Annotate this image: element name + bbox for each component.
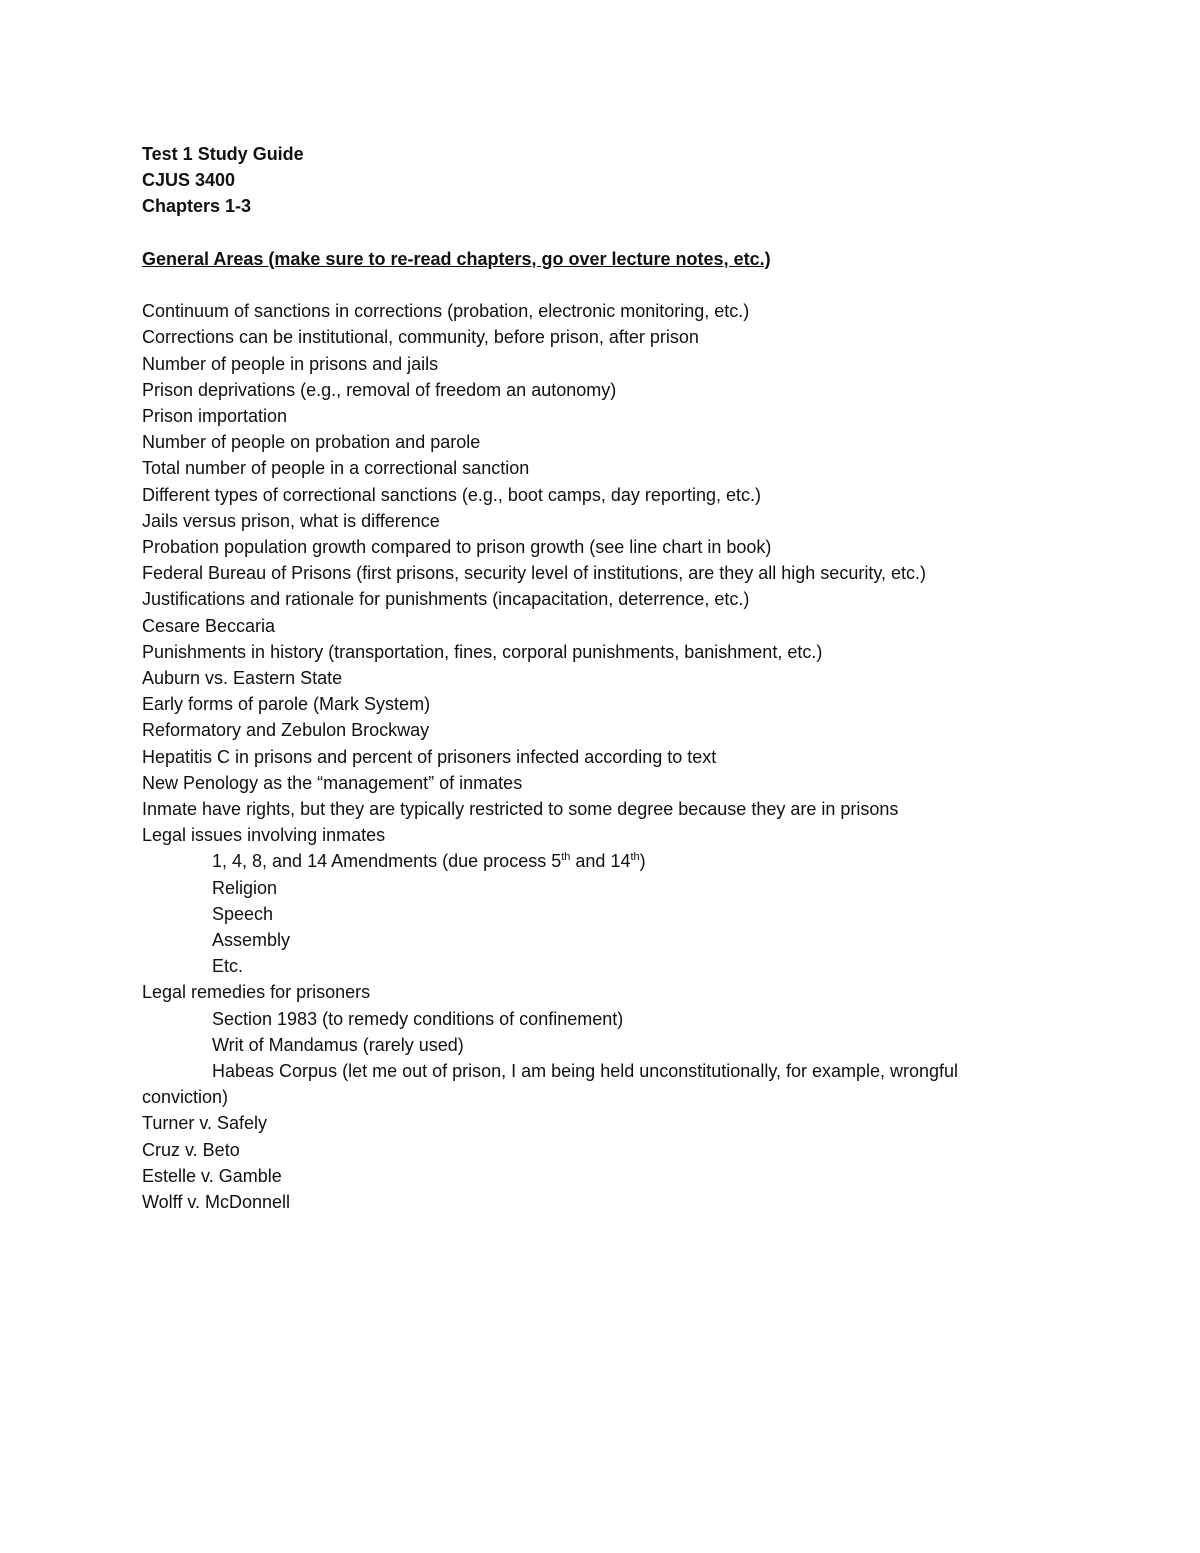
amendments-text: and 14: [570, 851, 631, 872]
legal-issue-subitem: Speech: [212, 903, 274, 924]
topic-item: Number of people in prisons and jails: [142, 353, 439, 374]
blank-line: [142, 220, 1042, 246]
topic-item: Total number of people in a correctional sanction: [142, 458, 530, 479]
study-guide-body: [142, 141, 1042, 1215]
topic-item: Auburn vs. Eastern State: [142, 668, 343, 689]
topic-item: Federal Bureau of Prisons (first prisons, security level of institutions, are they all high security, etc.): [142, 563, 926, 584]
section-heading: General Areas (make sure to re-read chapters, go over lecture notes, etc.): [142, 248, 771, 269]
habeas-corpus-item: Habeas Corpus (let me out of prison, I am being held unconstitutionally, for example, wrongful: [212, 1061, 959, 1082]
blank-line: [142, 272, 1042, 298]
ordinal-suffix: th: [561, 851, 571, 864]
legal-issue-subitem: Assembly: [212, 930, 291, 951]
topic-item: Hepatitis C in prisons and percent of prisoners infected according to text: [142, 746, 717, 767]
document-title: Test 1 Study Guide: [142, 144, 304, 164]
legal-remedy-subitem: Section 1983 (to remedy conditions of confinement): [212, 1008, 624, 1029]
topic-item: Prison importation: [142, 406, 288, 426]
topic-item: Inmate have rights, but they are typically restricted to some degree because they are in prisons: [142, 799, 899, 820]
topic-item: Cesare Beccaria: [142, 615, 276, 636]
topic-item: Justifications and rationale for punishments (incapacitation, deterrence, etc.): [142, 589, 750, 610]
topic-item: Number of people on probation and parole: [142, 432, 481, 453]
amendments-item: [142, 848, 1042, 874]
legal-issues-heading: Legal issues involving inmates: [142, 825, 386, 846]
topic-item: Continuum of sanctions in corrections (probation, electronic monitoring, etc.): [142, 301, 750, 322]
topic-item: Corrections can be institutional, community, before prison, after prison: [142, 327, 699, 348]
case-item: Cruz v. Beto: [142, 1139, 240, 1160]
legal-remedies-heading: Legal remedies for prisoners: [142, 982, 371, 1003]
chapters-range: Chapters 1-3: [142, 196, 252, 217]
case-item: Wolff v. McDonnell: [142, 1192, 291, 1213]
topic-item: Early forms of parole (Mark System): [142, 694, 431, 715]
amendments-text: 1, 4, 8, and 14 Amendments (due process 5: [212, 851, 562, 872]
topic-item: Prison deprivations (e.g., removal of freedom an autonomy): [142, 379, 617, 400]
case-item: Estelle v. Gamble: [142, 1165, 282, 1186]
topic-item: New Penology as the “management” of inmates: [142, 772, 523, 793]
legal-issue-subitem: Etc.: [212, 956, 244, 977]
legal-issue-subitem: Religion: [212, 877, 278, 898]
case-item: Turner v. Safely: [142, 1113, 268, 1134]
topic-item: Punishments in history (transportation, fines, corporal punishments, banishment, etc.): [142, 641, 823, 662]
legal-remedy-subitem: Writ of Mandamus (rarely used): [212, 1034, 464, 1055]
topic-item: Different types of correctional sanctions (e.g., boot camps, day reporting, etc.): [142, 484, 761, 505]
course-code: CJUS 3400: [142, 170, 236, 191]
topic-item: Reformatory and Zebulon Brockway: [142, 720, 430, 741]
ordinal-suffix: th: [630, 851, 640, 864]
habeas-corpus-continuation: conviction): [142, 1087, 229, 1108]
amendments-text: ): [639, 851, 646, 872]
topic-item: Jails versus prison, what is difference: [142, 510, 440, 531]
topic-item: Probation population growth compared to prison growth (see line chart in book): [142, 537, 772, 558]
